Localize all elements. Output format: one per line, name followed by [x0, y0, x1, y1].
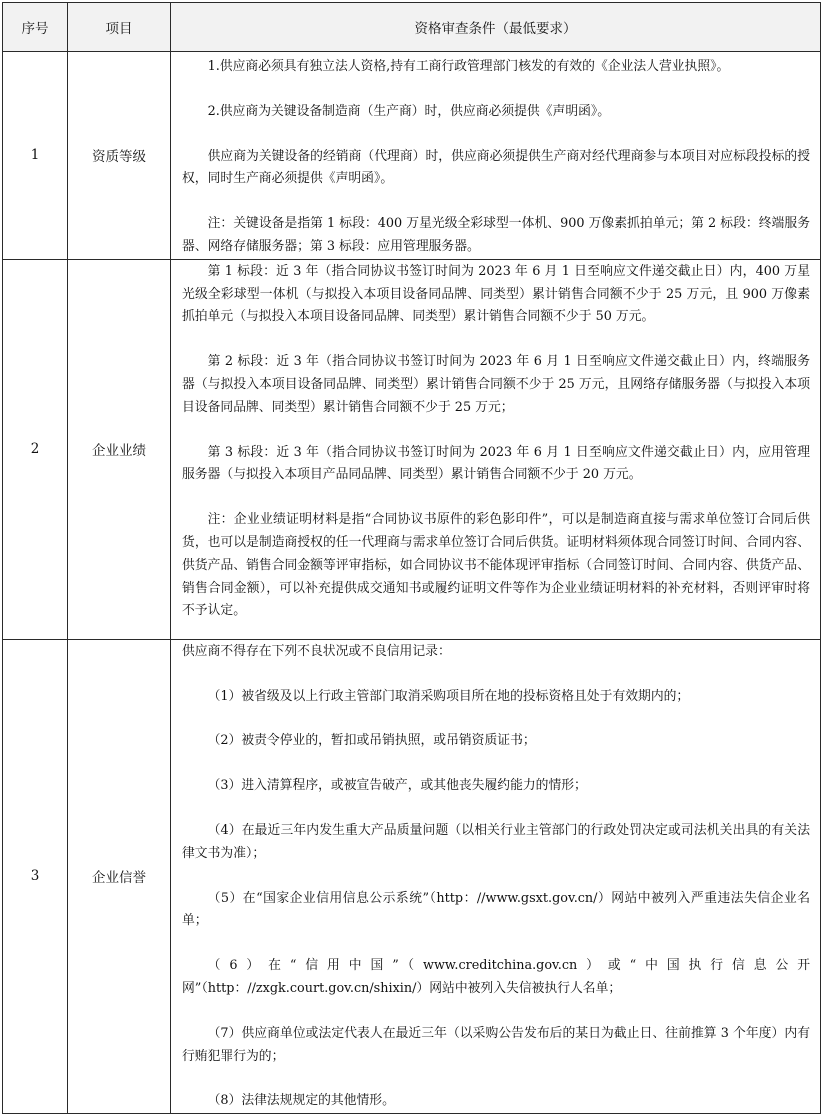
header-index: 序号 — [3, 3, 68, 52]
condition-paragraph: 第 2 标段：近 3 年（指合同协议书签订时间为 2023 年 6 月 1 日至响应文件递交截止日）内，终端服务器（与拟投入本项目设备同品牌、同类型）累计销售合同额不少于 25 万元，且网络存储服务器（与拟投入本项目设备同品牌、同类型）累计销售合同额不少于 25 万元； — [182, 354, 810, 415]
row-index: 3 — [3, 639, 68, 1113]
row-item: 企业业绩 — [68, 259, 171, 639]
row-index: 1 — [3, 52, 68, 260]
condition-paragraph: 第 3 标段：近 3 年（指合同协议书签订时间为 2023 年 6 月 1 日至响应文件递交截止日）内，应用管理服务器（与拟投入本项目产品同品牌、同类型）累计销售合同额不少于 20 万元。 — [182, 444, 810, 483]
condition-paragraph: （7）供应商单位或法定代表人在最近三年（以采购公告发布后的某日为截止日、往前推算 3 个年度）内有行贿犯罪行为的； — [182, 1025, 810, 1064]
header-condition: 资格审查条件（最低要求） — [171, 3, 821, 52]
condition-paragraph: （6）在“信用中国”（www.creditchina.gov.cn）或“中国执行信息公开网”（http：//zxgk.court.gov.cn/shixin/）网站中被列入失信被执行人名单； — [182, 958, 810, 996]
condition-paragraph: （4）在最近三年内发生重大产品质量问题（以相关行业主管部门的行政处罚决定或司法机关出具的有关法律文书为准）； — [182, 822, 810, 861]
header-item: 项目 — [68, 3, 171, 52]
condition-paragraph: 1.供应商必须具有独立法人资格,持有工商行政管理部门核发的有效的《企业法人营业执照》。 — [207, 59, 730, 74]
row-index: 2 — [3, 259, 68, 639]
condition-paragraph: （3）进入清算程序，或被宣告破产，或其他丧失履约能力的情形； — [207, 778, 587, 794]
condition-paragraph: （2）被责令停业的，暂扣或吊销执照，或吊销资质证书； — [207, 733, 536, 749]
condition-paragraph: （1）被省级及以上行政主管部门取消采购项目所在地的投标资格且处于有效期内的； — [207, 688, 690, 704]
table-row — [3, 639, 821, 1113]
condition-paragraph: 第 1 标段：近 3 年（指合同协议书签订时间为 2023 年 6 月 1 日至响应文件递交截止日）内，400 万星光级全彩球型一体机（与拟投入本项目设备同品牌、同类型）累计销售合同额不少于 25 万元，且 900 万像素抓拍单元（与拟投入本项目设备同品牌、同类型）累计销售合同额不少于 50 万元。 — [182, 263, 810, 325]
condition-paragraph: 注：企业业绩证明材料是指“合同协议书原件的彩色影印件”，可以是制造商直接与需求单位签订合同后供货，也可以是制造商授权的任一代理商与需求单位签订合同后供货。证明材料须体现合同签订时间、合同内容、供货产品、销售合同金额等评审指标，如合同协议书不能体现评审指标（合同签订时间、合同内容、供货产品、销售合同金额），可以补充提供成交通知书或履约证明文件等作为企业业绩证明材料的补充材料，否则评审时将不予认定。 — [182, 512, 810, 619]
row-item: 企业信誉 — [68, 639, 171, 1113]
row-condition — [171, 52, 821, 260]
condition-paragraph: 注：关键设备是指第 1 标段：400 万星光级全彩球型一体机、900 万像素抓拍单元；第 2 标段：终端服务器、网络存储服务器；第 3 标段：应用管理服务器。 — [182, 216, 810, 254]
row-item: 资质等级 — [68, 52, 171, 260]
condition-paragraph: （5）在“国家企业信用信息公示系统”（http：//www.gsxt.gov.cn/）网站中被列入严重违法失信企业名单； — [182, 890, 810, 929]
row-condition — [171, 259, 821, 639]
condition-paragraph: （8）法律法规规定的其他情形。 — [207, 1093, 395, 1109]
condition-paragraph: 供应商为关键设备的经销商（代理商）时，供应商必须提供生产商对经代理商参与本项目对应标段投标的授权，同时生产商必须提供《声明函》。 — [182, 148, 810, 187]
table-row — [3, 52, 821, 260]
qualification-table — [2, 2, 821, 1114]
table-header-row — [3, 3, 821, 52]
table-row — [3, 259, 821, 639]
condition-paragraph: 2.供应商为关键设备制造商（生产商）时，供应商必须提供《声明函》。 — [207, 103, 611, 119]
row-condition — [171, 639, 821, 1113]
condition-lead: 供应商不得存在下列不良状况或不良信用记录： — [182, 643, 451, 659]
